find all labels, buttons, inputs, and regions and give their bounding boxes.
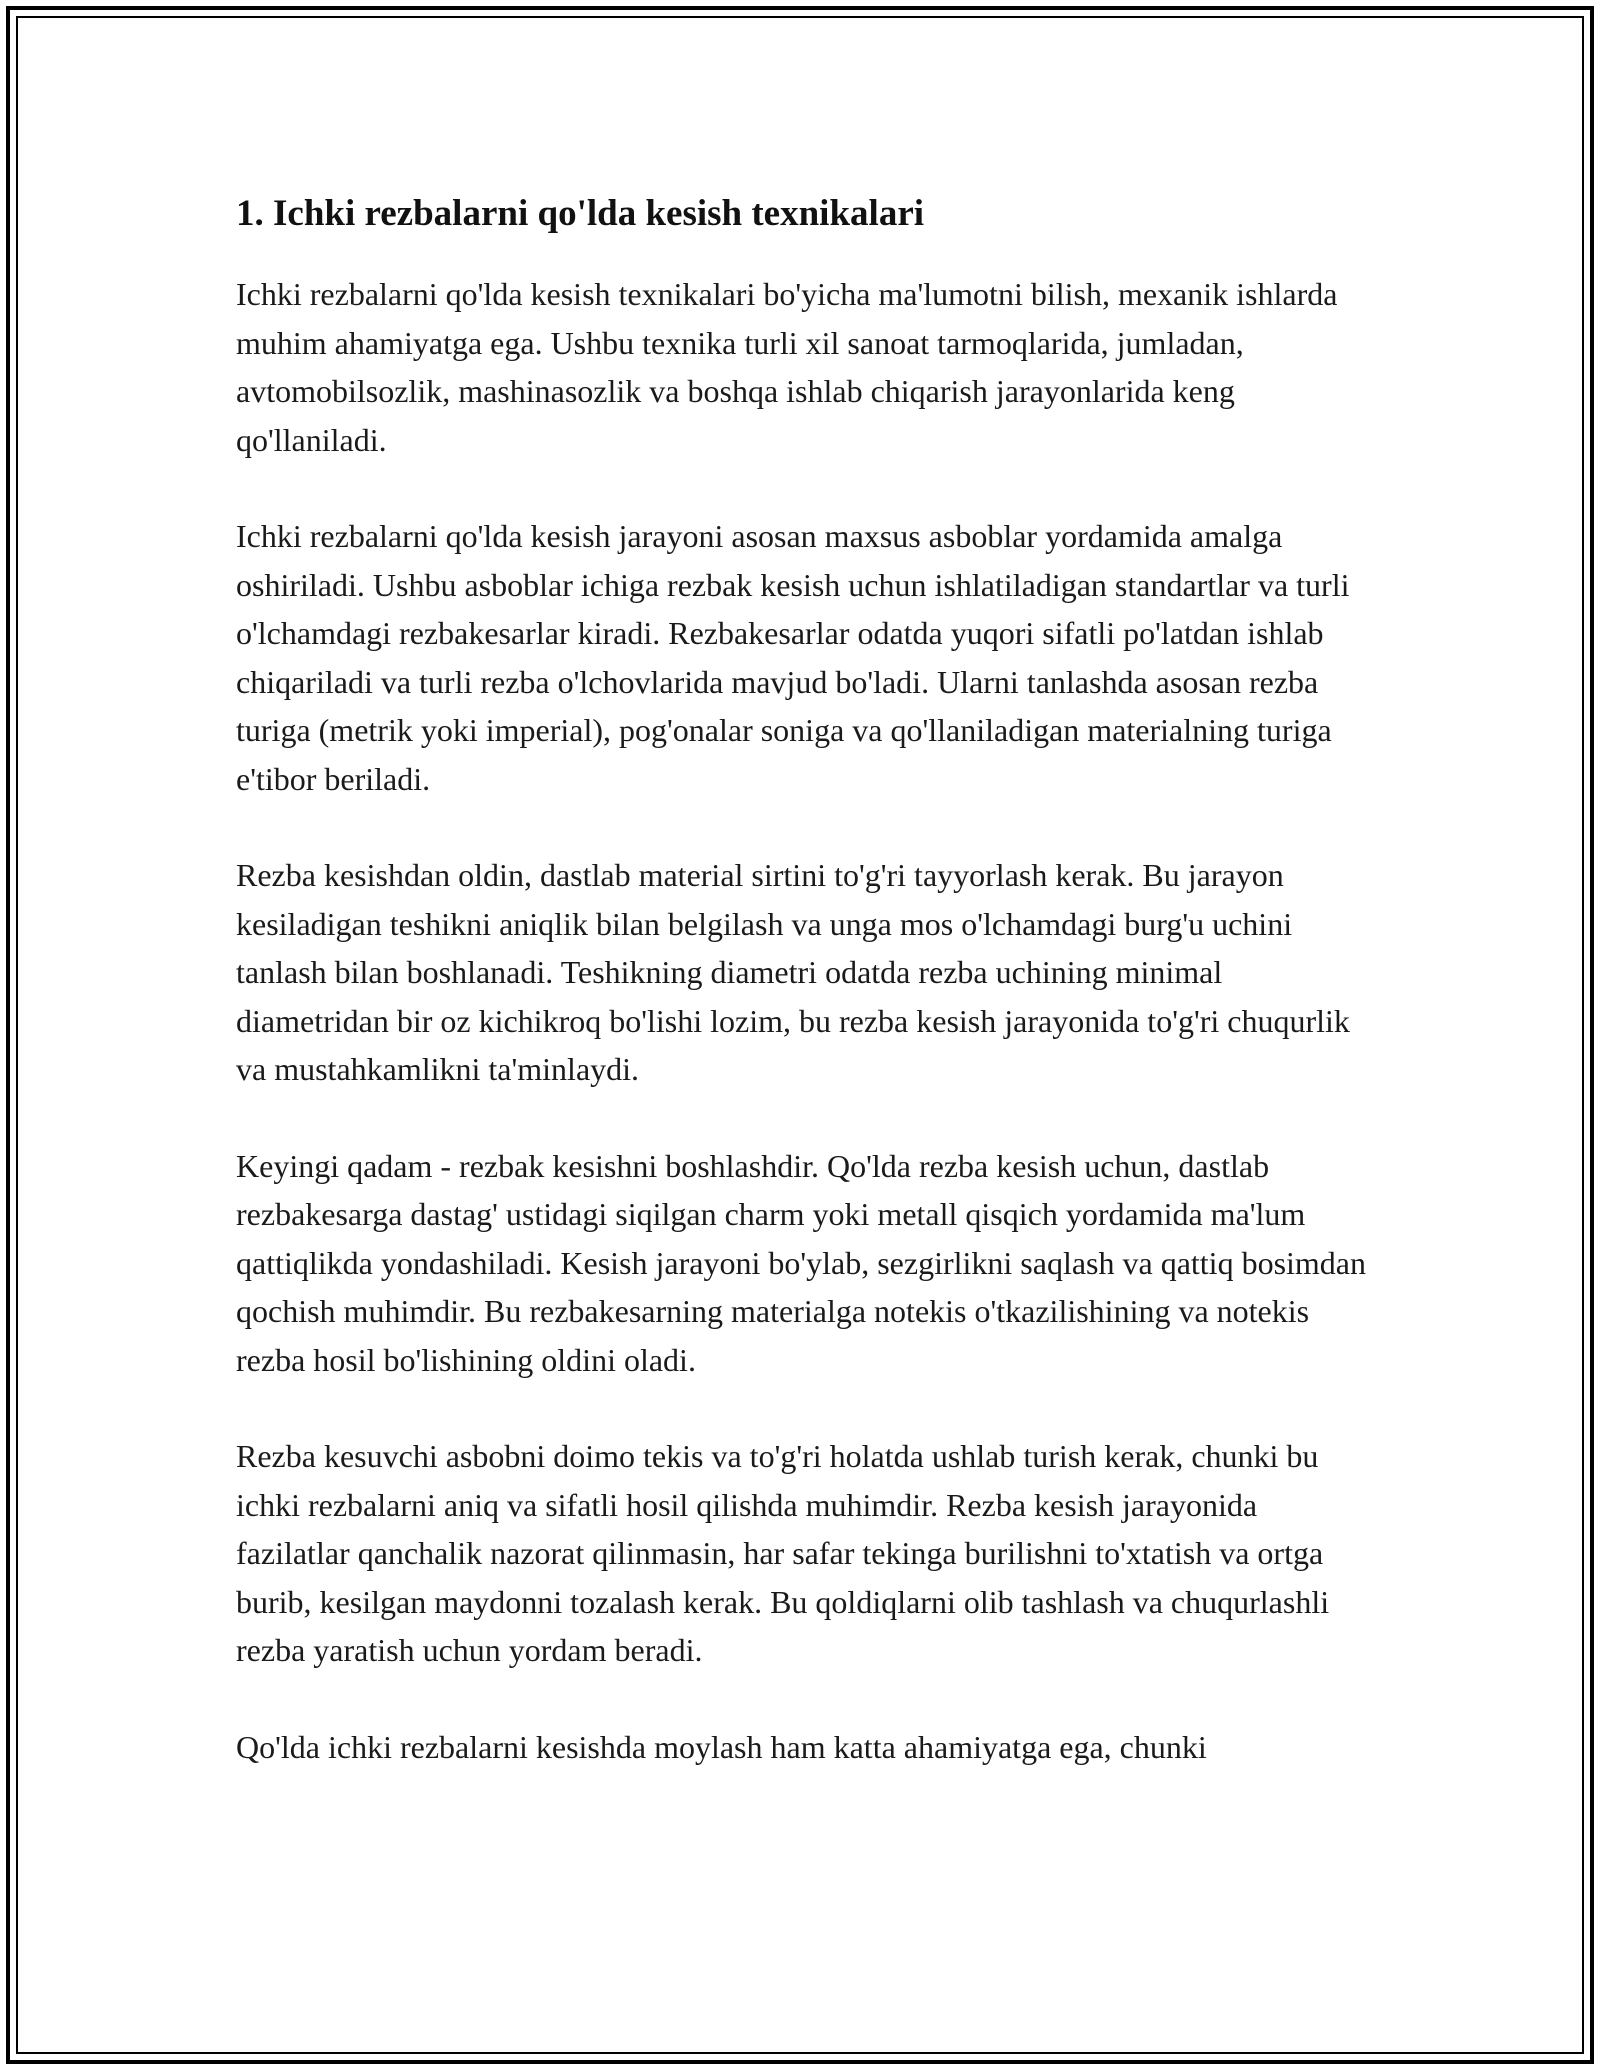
section-heading: 1. Ichki rezbalarni qo'lda kesish texnikalari xyxy=(236,193,925,234)
paragraph-5: Rezba kesuvchi asbobni doimo tekis va to'g'ri holatda ushlab turish kerak, chunki bu ichki rezbalarni aniq va sifatli hosil qilishda muhimdir. Rezba kesish jarayonida fazilatlar qanchalik nazorat qilinmasin, har safar tekinga burilishni to'xtatish va ortga burib, kesilgan maydonni tozalash kerak. Bu qoldiqlarni olib tashlash va chuqurlashli rezba yaratish uchun yordam beradi. xyxy=(236,1438,1330,1668)
paragraph-3: Rezba kesishdan oldin, dastlab material sirtini to'g'ri tayyorlash kerak. Bu jarayon kesiladigan teshikni aniqlik bilan belgilash va unga mos o'lchamdagi burg'u uchini tanlash bilan boshlanadi. Teshikning diametri odatda rezba uchining minimal diametridan bir oz kichikroq bo'lishi lozim, bu rezba kesish jarayonida to'g'ri chuqurlik va mustahkamlikni ta'minlaydi. xyxy=(236,857,1350,1087)
document-body xyxy=(236,188,1376,1819)
paragraph-6: Qo'lda ichki rezbalarni kesishda moylash ham katta ahamiyatga ega, chunki xyxy=(236,1728,1207,1765)
paragraph-1: Ichki rezbalarni qo'lda kesish texnikalari bo'yicha ma'lumotni bilish, mexanik ishlarda muhim ahamiyatga ega. Ushbu texnika turli xil sanoat tarmoqlarida, jumladan, avtomobilsozlik, mashinasozlik va boshqa ishlab chiqarish jarayonlarida keng qo'llaniladi. xyxy=(236,276,1338,458)
paragraph-2: Ichki rezbalarni qo'lda kesish jarayoni asosan maxsus asboblar yordamida amalga oshiriladi. Ushbu asboblar ichiga rezbak kesish uchun ishlatiladigan standartlar va turli o'lchamdagi rezbakesarlar kiradi. Rezbakesarlar odatda yuqori sifatli po'latdan ishlab chiqariladi va turli rezba o'lchovlarida mavjud bo'ladi. Ularni tanlashda asosan rezba turiga (metrik yoki imperial), pog'onalar soniga va qo'llaniladigan materialning turiga e'tibor beriladi. xyxy=(236,518,1350,797)
paragraph-4: Keyingi qadam - rezbak kesishni boshlashdir. Qo'lda rezba kesish uchun, dastlab rezbakesarga dastag' ustidagi siqilgan charm yoki metall qisqich yordamida ma'lum qattiqlikda yondashiladi. Kesish jarayoni bo'ylab, sezgirlikni saqlash va qattiq bosimdan qochish muhimdir. Bu rezbakesarning materialga notekis o'tkazilishining va notekis rezba hosil bo'lishining oldini oladi. xyxy=(236,1147,1366,1378)
